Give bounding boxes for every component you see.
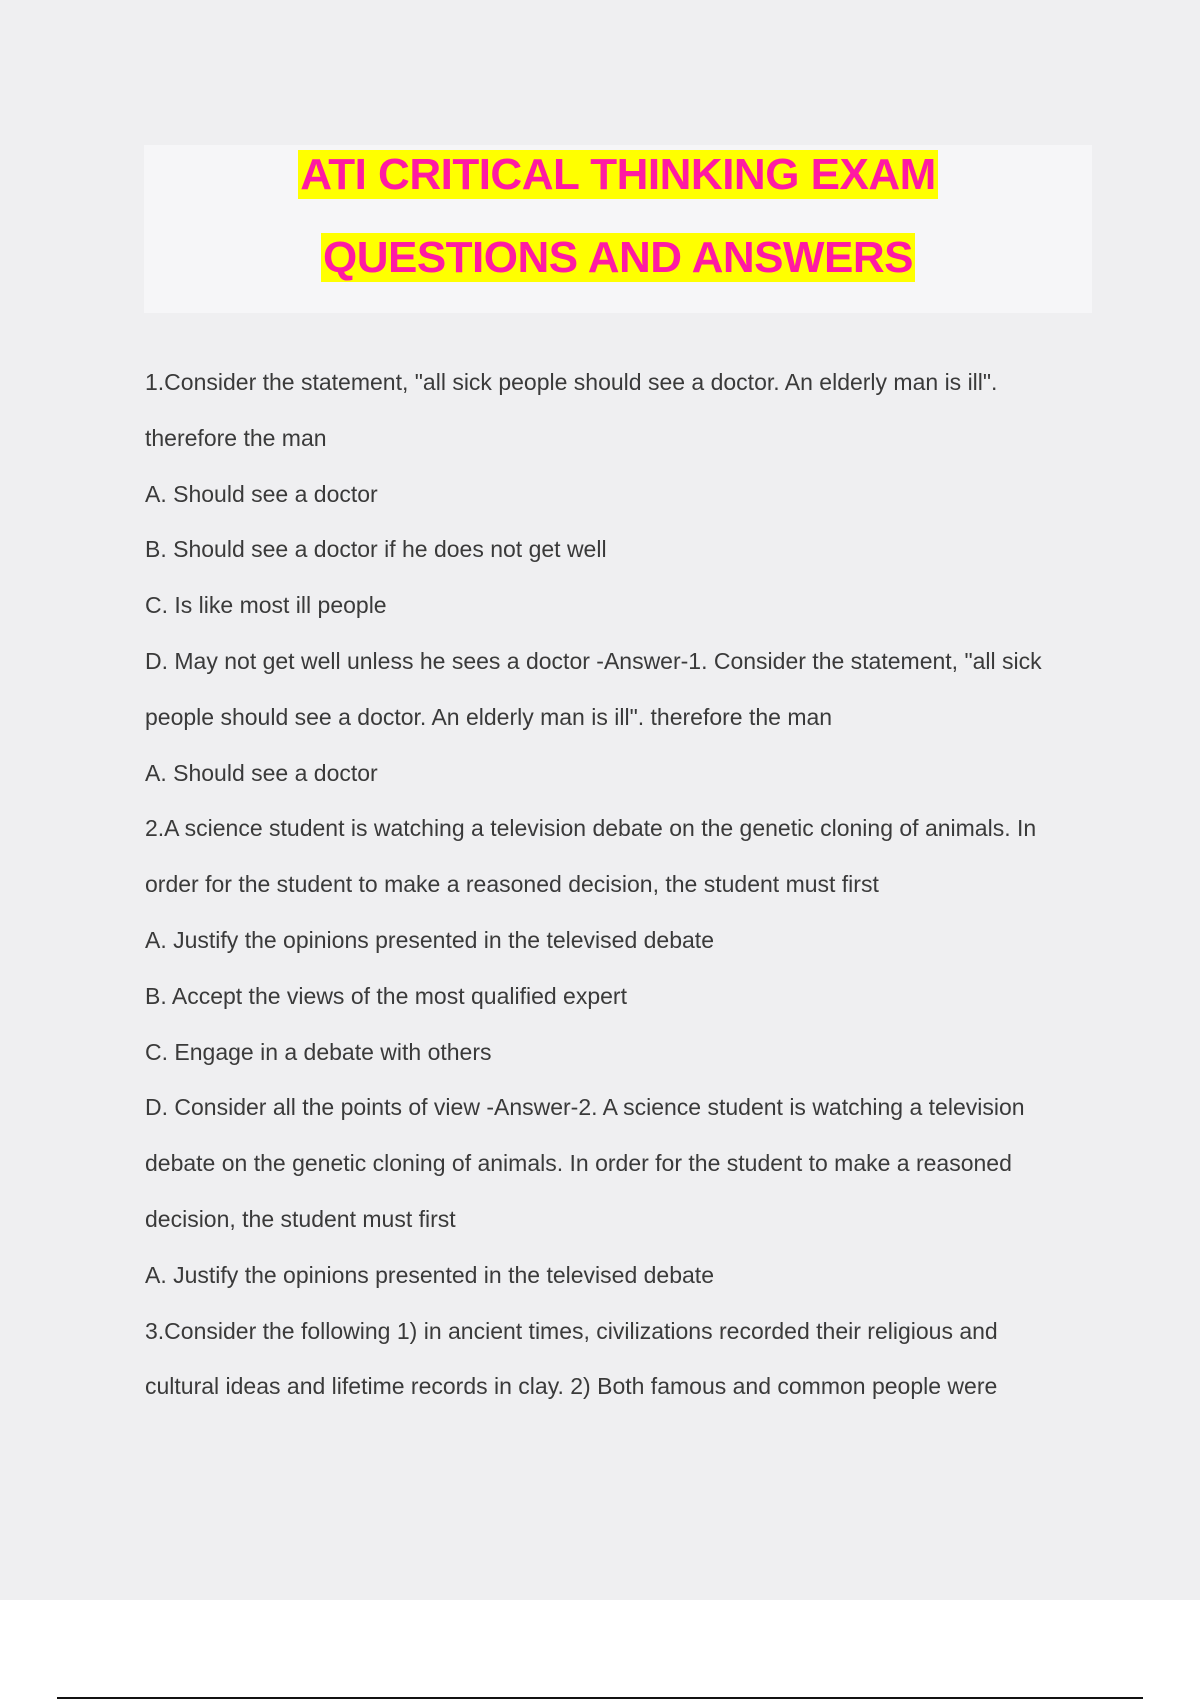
text-line: therefore the man (145, 424, 327, 451)
text-line: B. Accept the views of the most qualified expert (145, 982, 627, 1009)
text-line: B. Should see a doctor if he does not get well (145, 536, 607, 563)
text-line: A. Should see a doctor (145, 759, 378, 786)
document-body (145, 355, 1095, 1415)
text-line: D. May not get well unless he sees a doctor -Answer-1. Consider the statement, "all sick (145, 647, 1042, 674)
title-line-1 (144, 147, 1092, 203)
title-block (144, 145, 1092, 313)
text-line: 1.Consider the statement, "all sick people should see a doctor. An elderly man is ill". (145, 369, 998, 395)
title-line-2-text: QUESTIONS AND ANSWERS (322, 233, 914, 282)
text-line: A. Should see a doctor (145, 480, 378, 507)
title-line-1-text: ATI CRITICAL THINKING EXAM (300, 150, 936, 199)
footer-divider (57, 1697, 1143, 1699)
text-line: A. Justify the opinions presented in the televised debate (145, 1261, 714, 1288)
title-line-2 (144, 230, 1092, 286)
text-line: 2.A science student is watching a television debate on the genetic cloning of animals. In (145, 815, 1037, 842)
text-line: people should see a doctor. An elderly man is ill". therefore the man (145, 703, 833, 730)
text-line: order for the student to make a reasoned decision, the student must first (145, 871, 879, 898)
text-line: D. Consider all the points of view -Answer-2. A science student is watching a television (145, 1094, 1025, 1121)
text-line: debate on the genetic cloning of animals. In order for the student to make a reasoned (145, 1150, 1012, 1177)
text-line: A. Justify the opinions presented in the televised debate (145, 926, 714, 953)
text-line: C. Engage in a debate with others (145, 1038, 492, 1065)
text-line: decision, the student must first (145, 1205, 456, 1232)
text-line: 3.Consider the following 1) in ancient times, civilizations recorded their religious and (145, 1317, 998, 1344)
text-line: C. Is like most ill people (145, 592, 387, 619)
text-line: cultural ideas and lifetime records in clay. 2) Both famous and common people were (145, 1373, 998, 1400)
